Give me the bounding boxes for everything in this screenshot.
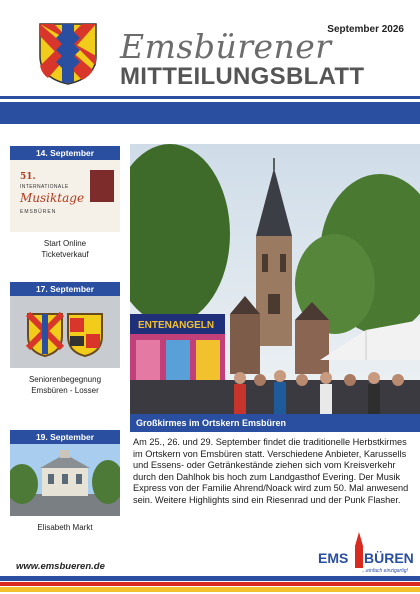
- event-date: 17. September: [10, 282, 120, 296]
- event-image-musiktage-poster: [10, 160, 120, 232]
- footer-stripe-red: [0, 582, 420, 586]
- market-building-photo: [10, 444, 120, 516]
- event-caption: [10, 374, 120, 396]
- poster-number: 51.: [20, 172, 36, 182]
- logo-tagline: ...einfach einzigartig!: [362, 568, 408, 574]
- article-body: Am 25., 26. und 29. September findet die traditionelle Herbstkirmes im Ortskern von Emsbüren statt. Verschiedene Anbieter, Karussells und Essens- oder Getränkestände ziehen sich vom Kreisverkehr durch den Dahlhok bis hoch zum Landgasthof Evering. Der Musik Express von der Familie Ahrend/Noack wird zum 50. Mal anwesend sein. Weitere Highlights sind ein Riesenrad und der Punk Flasher.: [133, 437, 409, 505]
- event-image-market-building: [10, 444, 120, 516]
- emsbueren-crest-icon: [38, 22, 98, 86]
- event-caption-line2: Emsbüren - Losser: [31, 386, 99, 395]
- website-link[interactable]: www.emsbueren.de: [16, 561, 105, 572]
- poster-line3: EMSBÜREN: [20, 209, 57, 215]
- logo-ems-text: EMS: [318, 550, 349, 566]
- church-tower-icon: [354, 532, 364, 568]
- organ-illustration: [90, 170, 114, 202]
- header-band: [0, 102, 420, 124]
- event-card-seniorenbegegnung[interactable]: [10, 282, 120, 396]
- event-caption-line2: Ticketverkauf: [41, 250, 89, 259]
- twin-town-crests-icon: [10, 296, 120, 368]
- kirmes-photo: [130, 144, 420, 414]
- event-caption-line1: Elisabeth Markt: [37, 523, 93, 532]
- issue-date: September 2026: [327, 24, 404, 35]
- event-image-crests: [10, 296, 120, 368]
- footer-stripe-blue: [0, 576, 420, 581]
- event-caption-line1: Start Online: [43, 239, 87, 248]
- kirmes-scene: [130, 144, 420, 414]
- poster-line2: Musiktage: [20, 191, 85, 205]
- event-card-musiktage[interactable]: [10, 146, 120, 260]
- poster-line1: INTERNATIONALE: [20, 184, 69, 190]
- stand-sign: ENTENANGELN: [138, 320, 215, 331]
- article-headline: Großkirmes im Ortskern Emsbüren: [130, 414, 420, 432]
- event-caption: [10, 522, 120, 533]
- logo-bueren-text: BÜREN: [364, 550, 414, 566]
- header-rule: [0, 96, 420, 99]
- footer-stripe-yellow: [0, 587, 420, 592]
- emsbueren-logo: [318, 530, 414, 580]
- event-caption-line1: Seniorenbegegnung: [28, 375, 102, 384]
- event-caption: [10, 238, 120, 260]
- event-date: 14. September: [10, 146, 120, 160]
- event-date: 19. September: [10, 430, 120, 444]
- masthead-script-title: Emsbürener: [120, 27, 332, 66]
- event-card-elisabeth-markt[interactable]: [10, 430, 120, 533]
- masthead-main-title: MITTEILUNGSBLATT: [120, 63, 365, 90]
